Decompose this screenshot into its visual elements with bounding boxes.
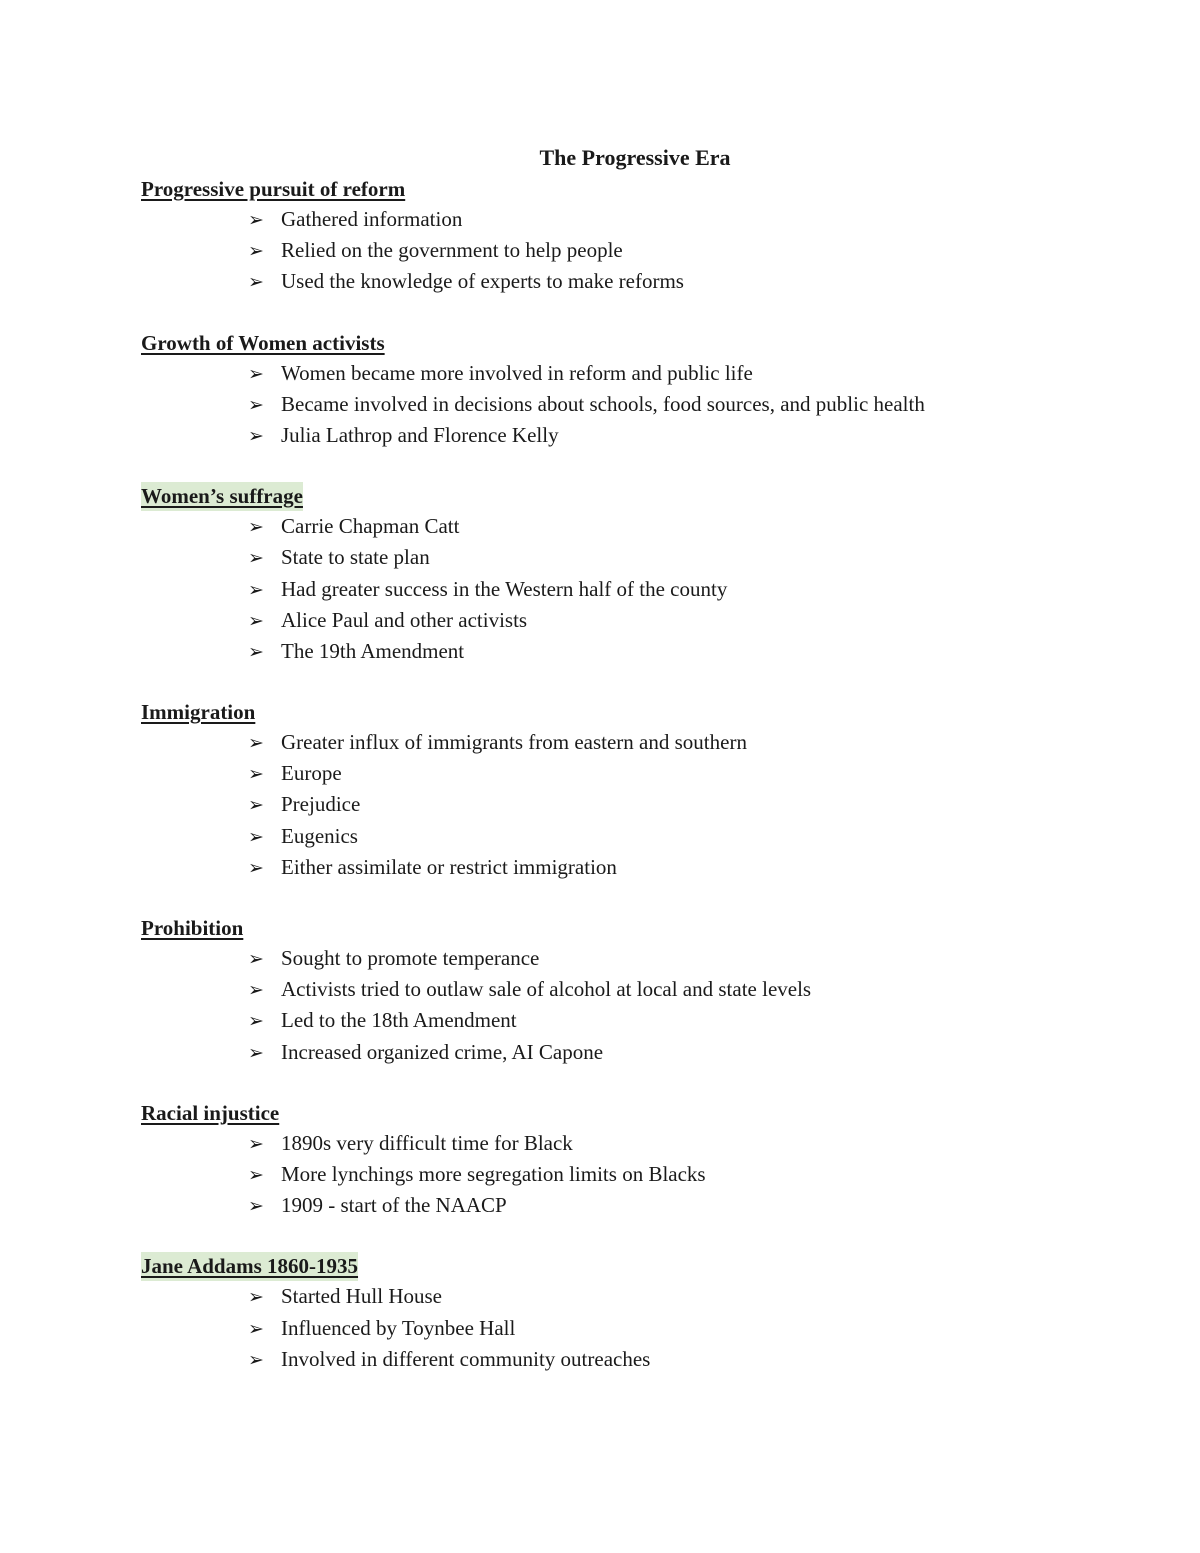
arrow-bullet-icon: ➢ xyxy=(248,1132,264,1155)
section-heading: Jane Addams 1860-1935 xyxy=(141,1252,358,1281)
list-item xyxy=(248,1037,1121,1068)
list-item-text: Carrie Chapman Catt xyxy=(281,514,460,539)
list-item xyxy=(248,358,1121,389)
arrow-bullet-icon: ➢ xyxy=(248,825,264,848)
page-title: The Progressive Era xyxy=(539,145,731,170)
arrow-bullet-icon: ➢ xyxy=(248,578,264,601)
arrow-bullet-icon: ➢ xyxy=(248,979,264,1002)
list-item-text: The 19th Amendment xyxy=(281,638,465,663)
list-item xyxy=(248,1313,1121,1344)
list-item-text: Eugenics xyxy=(281,823,358,848)
list-item-text: Prejudice xyxy=(281,792,361,817)
list-item xyxy=(248,542,1121,573)
list-item-text: Increased organized crime, AI Capone xyxy=(281,1039,604,1064)
list-item xyxy=(248,511,1121,542)
list-item-text: Started Hull House xyxy=(281,1284,442,1309)
bullet-list xyxy=(141,943,1121,1068)
list-item-text: Sought to promote temperance xyxy=(281,946,540,970)
list-item-text: Used the knowledge of experts to make reforms xyxy=(281,269,684,294)
bullet-list xyxy=(141,727,1121,883)
document-body xyxy=(141,175,1121,1406)
list-item xyxy=(248,1190,1121,1221)
section-heading: Women’s suffrage xyxy=(141,482,303,511)
list-item xyxy=(248,204,1121,235)
section xyxy=(141,698,1121,883)
arrow-bullet-icon: ➢ xyxy=(248,1195,264,1218)
list-item-text: State to state plan xyxy=(281,545,430,570)
section xyxy=(141,1252,1121,1375)
list-item xyxy=(248,943,1121,974)
list-item-text: 1909 - start of the NAACP xyxy=(281,1193,507,1218)
list-item xyxy=(248,727,1121,758)
list-item xyxy=(248,1281,1121,1312)
section xyxy=(141,482,1121,667)
arrow-bullet-icon: ➢ xyxy=(248,209,264,231)
section xyxy=(141,329,1121,452)
list-item xyxy=(248,266,1121,297)
list-item-text: Activists tried to outlaw sale of alcohol at local and state levels xyxy=(281,977,812,1002)
arrow-bullet-icon: ➢ xyxy=(248,393,264,416)
section-heading: Growth of Women activists xyxy=(141,330,385,355)
list-item-text: Greater influx of immigrants from eastern and southern xyxy=(281,730,747,755)
arrow-bullet-icon: ➢ xyxy=(248,1286,264,1309)
section-heading: Progressive pursuit of reform xyxy=(141,177,406,201)
arrow-bullet-icon: ➢ xyxy=(248,362,264,385)
arrow-bullet-icon: ➢ xyxy=(248,856,264,879)
list-item-text: Became involved in decisions about schools, food sources, and public health xyxy=(281,391,925,416)
list-item xyxy=(248,420,1121,451)
arrow-bullet-icon: ➢ xyxy=(248,1041,264,1064)
list-item-text: Europe xyxy=(281,761,342,786)
list-item-text: Women became more involved in reform and public life xyxy=(281,360,753,385)
bullet-list xyxy=(141,204,1121,298)
list-item-text: Relied on the government to help people xyxy=(281,238,623,263)
arrow-bullet-icon: ➢ xyxy=(248,640,264,663)
bullet-list xyxy=(141,511,1121,667)
section xyxy=(141,1099,1121,1222)
list-item-text: 1890s very difficult time for Black xyxy=(281,1130,573,1155)
list-item xyxy=(248,636,1121,667)
arrow-bullet-icon: ➢ xyxy=(248,1317,264,1340)
arrow-bullet-icon: ➢ xyxy=(248,1163,264,1186)
arrow-bullet-icon: ➢ xyxy=(248,424,264,447)
list-item-text: Julia Lathrop and Florence Kelly xyxy=(281,422,559,447)
arrow-bullet-icon: ➢ xyxy=(248,271,264,294)
arrow-bullet-icon: ➢ xyxy=(248,547,264,570)
section-heading: Racial injustice xyxy=(141,1100,280,1125)
list-item-text: Led to the 18th Amendment xyxy=(281,1008,517,1033)
list-item xyxy=(248,758,1121,789)
list-item-text: Either assimilate or restrict immigration xyxy=(281,854,617,879)
section xyxy=(141,914,1121,1068)
list-item xyxy=(248,789,1121,820)
list-item-text: Gathered information xyxy=(281,207,463,231)
bullet-list xyxy=(141,1128,1121,1222)
list-item xyxy=(248,235,1121,266)
arrow-bullet-icon: ➢ xyxy=(248,794,264,817)
list-item-text: More lynchings more segregation limits on Blacks xyxy=(281,1161,706,1186)
list-item xyxy=(248,605,1121,636)
arrow-bullet-icon: ➢ xyxy=(248,763,264,786)
list-item xyxy=(248,1128,1121,1159)
list-item xyxy=(248,574,1121,605)
list-item xyxy=(248,1005,1121,1036)
arrow-bullet-icon: ➢ xyxy=(248,516,264,539)
arrow-bullet-icon: ➢ xyxy=(248,732,264,755)
list-item-text: Alice Paul and other activists xyxy=(281,607,528,632)
section-heading: Immigration xyxy=(141,700,256,725)
section-heading: Prohibition xyxy=(141,916,244,940)
arrow-bullet-icon: ➢ xyxy=(248,1348,264,1371)
section xyxy=(141,175,1121,298)
arrow-bullet-icon: ➢ xyxy=(248,240,264,263)
bullet-list xyxy=(141,1281,1121,1375)
list-item-text: Had greater success in the Western half of the county xyxy=(281,576,728,601)
list-item xyxy=(248,389,1121,420)
list-item-text: Involved in different community outreaches xyxy=(281,1346,651,1371)
list-item-text: Influenced by Toynbee Hall xyxy=(281,1315,516,1340)
list-item xyxy=(248,821,1121,852)
list-item xyxy=(248,1344,1121,1375)
list-item xyxy=(248,974,1121,1005)
arrow-bullet-icon: ➢ xyxy=(248,609,264,632)
arrow-bullet-icon: ➢ xyxy=(248,1010,264,1033)
list-item xyxy=(248,852,1121,883)
list-item xyxy=(248,1159,1121,1190)
bullet-list xyxy=(141,358,1121,452)
arrow-bullet-icon: ➢ xyxy=(248,948,264,970)
